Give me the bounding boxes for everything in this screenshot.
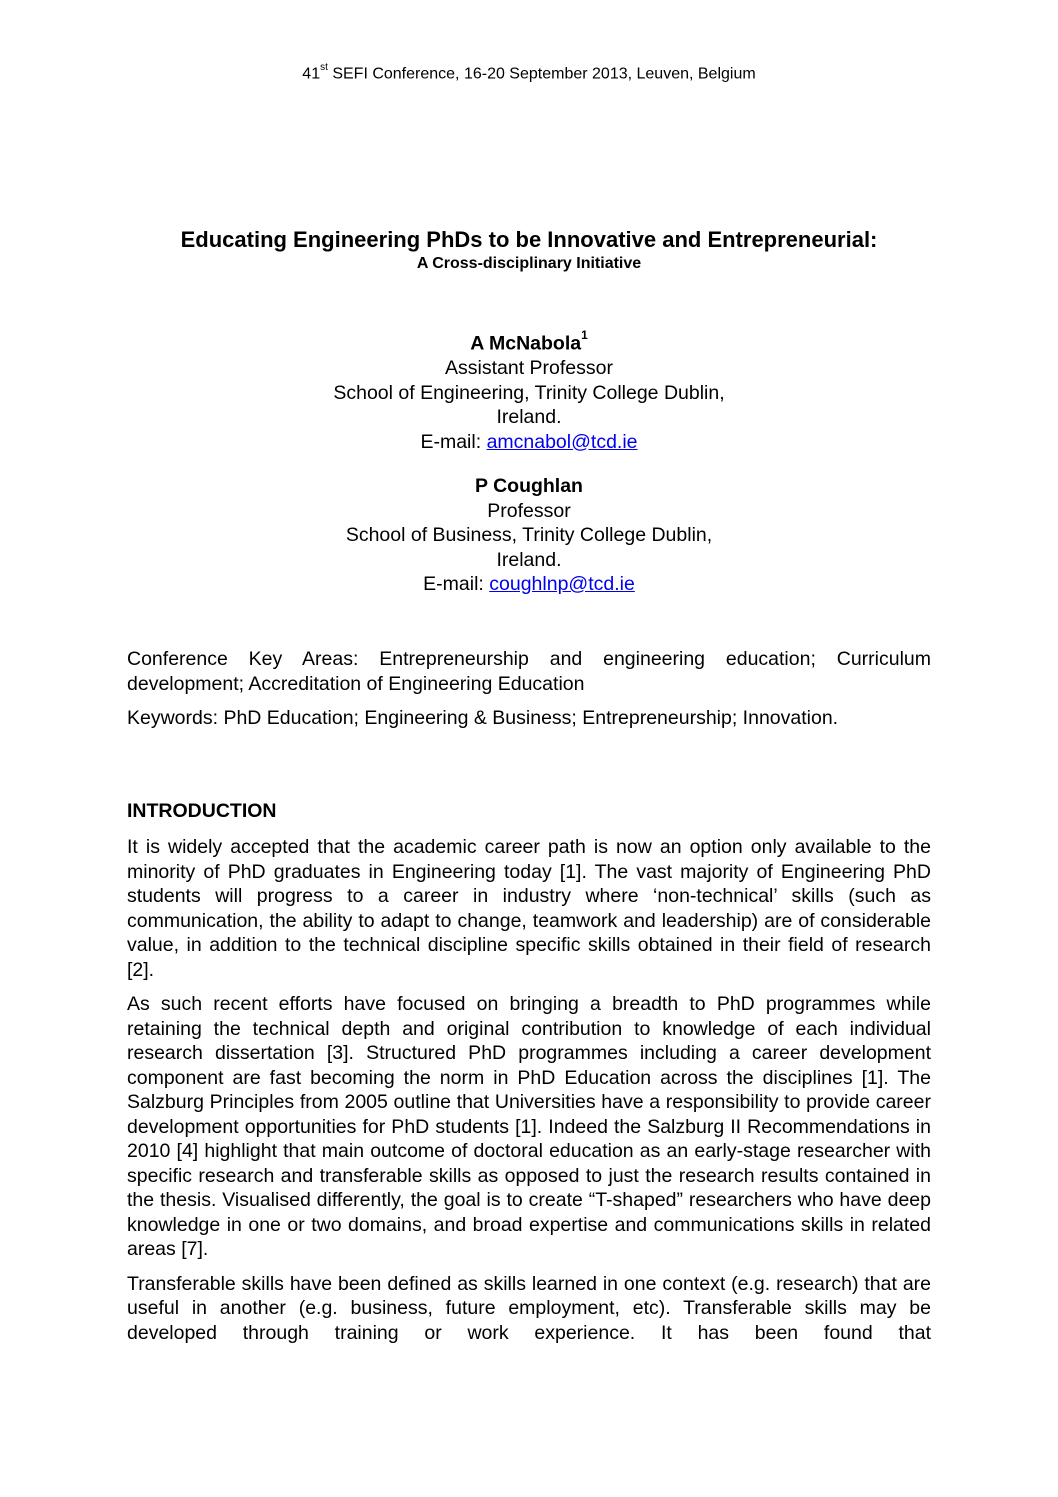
keywords: Keywords: PhD Education; Engineering & Business; Entrepreneurship; Innovation. [127,707,839,729]
author-block [0,326,1058,454]
author-email-line [0,572,1058,597]
header-edition-number: 41 [302,65,321,83]
author-block [0,474,1058,597]
header-edition-suffix: st [320,62,328,73]
email-label: E-mail: [420,430,487,453]
author-name: P Coughlan [475,475,583,497]
email-link[interactable]: coughlnp@tcd.ie [489,573,635,595]
email-label: E-mail: [423,573,490,595]
author-affiliation-marker: 1 [581,328,588,342]
paragraph: Transferable skills have been defined as skills learned in one context (e.g. research) that are useful in another (e.g. business, future employment, etc). Transferable skills may be developed through training or work experience. It has been found that [127,1272,931,1344]
author-role: Professor [487,499,571,522]
section-heading: INTRODUCTION [127,800,277,822]
email-link[interactable]: amcnabol@tcd.ie [486,430,638,453]
conference-key-areas: Conference Key Areas: Entrepreneurship and engineering education; Curriculum development; Accreditation of Engineering Education [127,648,931,695]
paragraph: As such recent efforts have focused on bringing a breadth to PhD programmes while retaining the technical depth and original contribution to knowledge of each individual research dissertation [3]. Structured PhD programmes including a career development component are fast becoming the norm in PhD Education across the disciplines [1]. The Salzburg Principles from 2005 outline that Universities have a responsibility to provide career development opportunities for PhD students [1]. Indeed the Salzburg II Recommendations in 2010 [4] highlight that main outcome of doctoral education as an early-stage researcher with specific research and transferable skills as opposed to just the research results contained in the thesis. Visualised differently, the goal is to create “T-shaped” researchers who have deep knowledge in one or two domains, and broad expertise and communications skills in related areas [7]. [127,993,931,1260]
author-affiliation: School of Business, Trinity College Dublin, [345,524,713,546]
title-block [0,227,1058,275]
header-conference-text: SEFI Conference, 16-20 September 2013, Leuven, Belgium [327,65,756,83]
paper-metadata [127,647,931,741]
paragraph: It is widely accepted that the academic career path is now an option only available to the minority of PhD graduates in Engineering today [1]. The vast majority of Engineering PhD students will progress to a career in industry where ‘non-technical’ skills (such as communication, the ability to adapt to change, teamwork and leadership) are of considerable value, in addition to the technical discipline specific skills obtained in their field of research [2]. [127,836,931,981]
paper-subtitle: A Cross-disciplinary Initiative [416,255,642,272]
introduction-section [127,799,931,1355]
paper-title: Educating Engineering PhDs to be Innovative and Entrepreneurial: [180,227,878,252]
author-role: Assistant Professor [445,357,613,379]
author-email-line [0,430,1058,455]
author-name: A McNabola$^1$ [470,328,588,355]
running-header [0,64,1058,83]
author-list [0,326,1058,617]
author-affiliation: School of Engineering, Trinity College Dublin, [333,381,725,404]
author-country: Ireland. [496,406,562,428]
author-country: Ireland. [496,548,562,571]
